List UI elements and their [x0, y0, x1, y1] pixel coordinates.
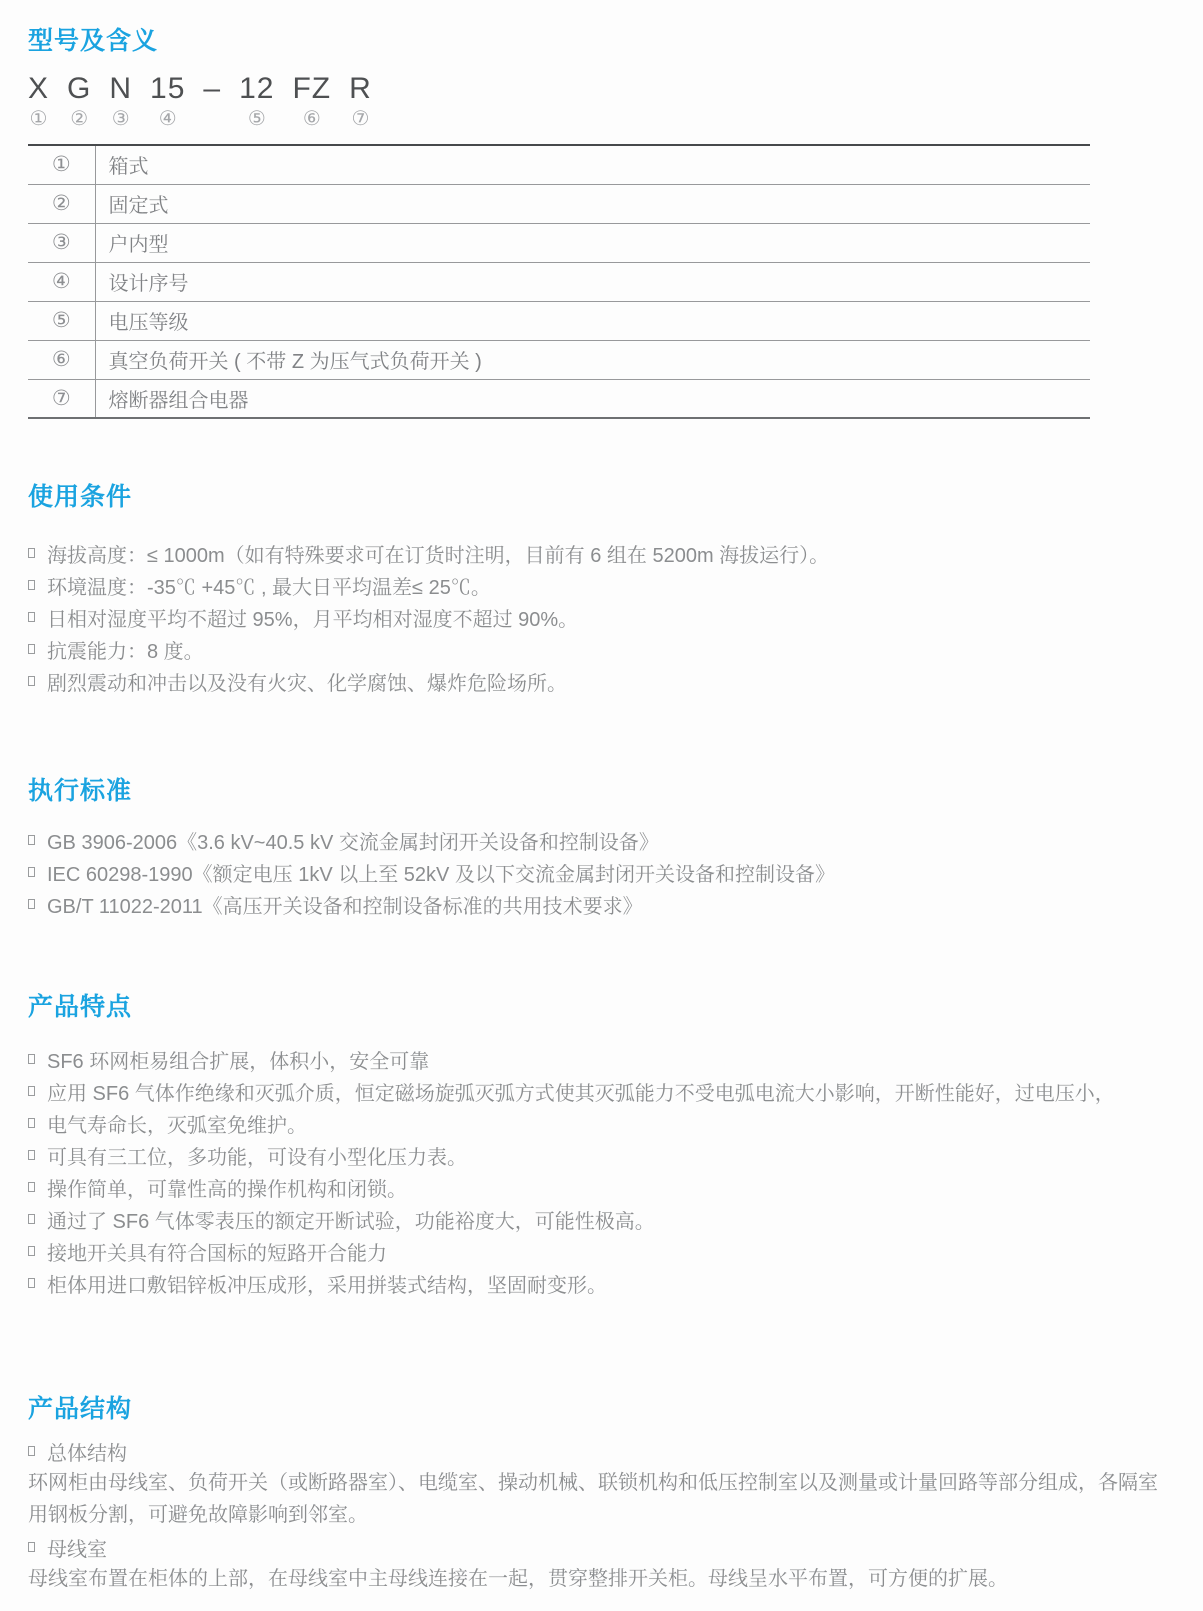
bullet-icon [28, 1246, 35, 1256]
bullet-icon [28, 1118, 35, 1128]
features-list [28, 1043, 1165, 1299]
list-item [28, 1203, 1165, 1235]
table-cell-index: ⑦ [28, 379, 95, 418]
table-row [28, 301, 1090, 340]
table-cell-desc: 真空负荷开关 ( 不带 Z 为压气式负荷开关 ) [108, 351, 482, 373]
list-item [28, 1171, 1165, 1203]
list-item-text: 柜体用进口敷铝锌板冲压成形，采用拼装式结构，坚固耐变形。 [47, 1274, 607, 1297]
list-item [28, 824, 1165, 856]
list-item-text: IEC 60298-1990《额定电压 1kV 以上至 52kV 及以下交流金属封闭开关设备和控制设备》 [47, 863, 835, 886]
list-item [28, 1435, 1165, 1467]
bullet-icon [28, 1182, 35, 1192]
model-code-char: N [109, 72, 133, 105]
list-item-text: 应用 SF6 气体作绝缘和灭弧介质，恒定磁场旋弧灭弧方式使其灭弧能力不受电弧电流大小影响，开断性能好，过电压小， [47, 1082, 1115, 1105]
table-row [28, 145, 1090, 184]
list-item [28, 569, 1165, 601]
bullet-icon [28, 644, 35, 654]
model-code-index: ⑥ [302, 108, 321, 130]
list-item-text: 接地开关具有符合国标的短路开合能力 [47, 1242, 387, 1265]
section-title-standards: 执行标准 [28, 777, 133, 805]
table-cell-desc: 户内型 [108, 234, 169, 256]
model-meaning-table [28, 144, 1090, 419]
table-row [28, 379, 1090, 418]
bullet-icon [28, 1278, 35, 1288]
list-item-text: 电气寿命长，灭弧室免维护。 [47, 1114, 307, 1137]
structure-paragraph: 母线室布置在柜体的上部，在母线室中主母线连接在一起，贯穿整排开关柜。母线呈水平布置，可方便的扩展。 [28, 1568, 1008, 1590]
list-item-text: 通过了 SF6 气体零表压的额定开断试验，功能裕度大，可能性极高。 [47, 1210, 655, 1233]
bullet-icon [28, 1086, 35, 1096]
list-item-text: GB 3906-2006《3.6 kV~40.5 kV 交流金属封闭开关设备和控制设备》 [47, 831, 659, 854]
table-row [28, 262, 1090, 301]
list-item [28, 1531, 1165, 1563]
structure-paragraph: 环网柜由母线室、负荷开关（或断路器室）、电缆室、操动机械、联锁机构和低压控制室以及测量或计量回路等部分组成，各隔室用钢板分割，可避免故障影响到邻室。 [28, 1472, 1158, 1526]
bullet-icon [28, 1054, 35, 1064]
table-row [28, 340, 1090, 379]
bullet-icon [28, 612, 35, 622]
usage-list [28, 537, 1165, 697]
list-item [28, 1107, 1165, 1139]
list-item [28, 665, 1165, 697]
list-item-text: 剧烈震动和冲击以及没有火灾、化学腐蚀、爆炸危险场所。 [47, 672, 567, 695]
list-item [28, 1235, 1165, 1267]
list-item-text: 可具有三工位，多功能，可设有小型化压力表。 [47, 1146, 467, 1169]
table-row [28, 223, 1090, 262]
table-cell-desc: 固定式 [108, 195, 169, 217]
model-code-index: ⑤ [247, 108, 266, 130]
section-title-structure: 产品结构 [28, 1395, 133, 1423]
table-cell-desc: 箱式 [108, 156, 149, 179]
list-item-text: 海拔高度：≤ 1000m（如有特殊要求可在订货时注明，目前有 6 组在 5200m 海拔运行）。 [47, 544, 830, 567]
section-title-features: 产品特点 [28, 993, 133, 1021]
bullet-icon [28, 899, 35, 909]
table-cell-desc: 熔断器组合电器 [108, 389, 249, 412]
model-code-group [203, 72, 221, 130]
list-item-text: 母线室 [47, 1538, 107, 1561]
list-item [28, 856, 1165, 888]
list-item [28, 1139, 1165, 1171]
table-cell-index: ③ [28, 223, 95, 262]
list-item [28, 633, 1165, 665]
model-code-group [239, 72, 274, 130]
list-item-text: 总体结构 [47, 1442, 127, 1465]
model-code-index: ③ [111, 108, 130, 130]
table-cell-index: ② [28, 184, 95, 223]
bullet-icon [28, 835, 35, 845]
list-item [28, 1075, 1165, 1107]
list-item [28, 601, 1165, 633]
bullet-icon [28, 676, 35, 686]
table-row [28, 184, 1090, 223]
table-cell-index: ⑤ [28, 301, 95, 340]
list-item [28, 888, 1165, 920]
model-code-group [67, 72, 91, 130]
model-code-group [292, 72, 331, 130]
model-code-index: ④ [158, 108, 177, 130]
bullet-icon [28, 1542, 35, 1552]
table-cell-index: ⑥ [28, 340, 95, 379]
bullet-icon [28, 1150, 35, 1160]
bullet-icon [28, 867, 35, 877]
model-code-index: ① [29, 108, 48, 130]
model-code-char: – [203, 72, 222, 105]
structure-body [28, 1435, 1165, 1595]
list-item-text: SF6 环网柜易组合扩展，体积小，安全可靠 [47, 1050, 430, 1073]
model-code-char: X [28, 72, 50, 105]
list-item [28, 537, 1165, 569]
list-item-text: 环境温度：-35℃ +45℃ , 最大日平均温差≤ 25℃。 [47, 576, 491, 599]
model-code-char: 15 [150, 72, 186, 105]
list-item-text: 日相对湿度平均不超过 95%，月平均相对湿度不超过 90%。 [47, 608, 579, 631]
bullet-icon [28, 1214, 35, 1224]
model-code-char: 12 [239, 72, 275, 105]
model-code-group [28, 72, 49, 130]
model-code-group [150, 72, 185, 130]
table-cell-desc: 设计序号 [108, 273, 189, 295]
table-cell-index: ① [28, 145, 95, 184]
model-code-group [349, 72, 372, 130]
model-code-index: ⑦ [351, 108, 370, 130]
model-code-char: FZ [292, 72, 332, 105]
model-code-group [109, 72, 132, 130]
bullet-icon [28, 580, 35, 590]
model-code-row [28, 72, 1165, 130]
standards-list [28, 824, 1165, 920]
table-cell-desc: 电压等级 [108, 312, 189, 334]
table-cell-index: ④ [28, 262, 95, 301]
section-title-model: 型号及含义 [28, 27, 159, 55]
bullet-icon [28, 548, 35, 558]
section-title-usage: 使用条件 [28, 483, 133, 511]
model-code-char: R [349, 72, 372, 105]
model-code-index: ② [70, 108, 89, 130]
list-item [28, 1267, 1165, 1299]
list-item-text: GB/T 11022-2011《高压开关设备和控制设备标准的共用技术要求》 [47, 895, 643, 918]
list-item-text: 操作简单，可靠性高的操作机构和闭锁。 [47, 1178, 407, 1201]
bullet-icon [28, 1446, 35, 1456]
list-item-text: 抗震能力：8 度。 [47, 640, 204, 663]
model-code-char: G [67, 72, 92, 105]
list-item [28, 1043, 1165, 1075]
